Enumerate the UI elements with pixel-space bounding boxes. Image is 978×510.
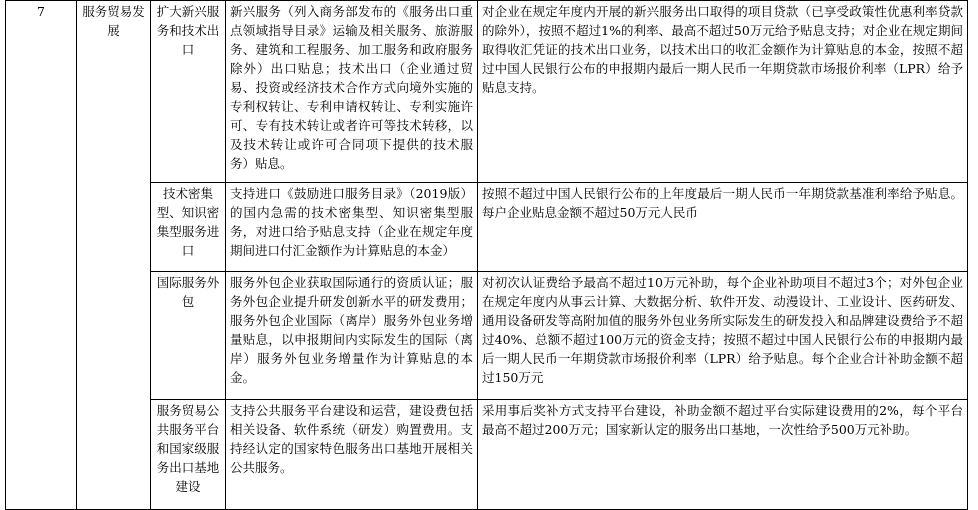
category-cell: 服务贸易发展 [77,1,151,510]
item-support: 按照不超过中国人民银行公布的上年度最后一期人民币一年期贷款基准利率给予贴息。每户企业贴息金额不超过50万元人民币 [478,183,968,272]
policy-table [5,0,968,510]
item-support: 采用事后奖补方式支持平台建设，补助金额不超过平台实际建设费用的2%，每个平台最高不超过200万元；国家新认定的服务出口基地，一次性给予500万元补助。 [478,400,968,510]
item-support: 对初次认证费给予最高不超过10万元补助，每个企业补助项目不超过3个；对外包企业在规定年度内从事云计算、大数据分析、软件开发、动漫设计、工业设计、医药研发、通用设备研发等高附加值的服务外包业务所实际发生的研发投入和品牌建设费给予不超过40%、总额不超过100万元的资金支持；按照不超过中国人民银行公布的申报期内最后一期人民币一年期贷款市场报价利率（LPR）给予贴息。每个企业合计补助金额不超过150万元 [478,272,968,400]
table-row [6,1,968,183]
item-name: 扩大新兴服务和技术出口 [151,1,226,183]
table-row [6,183,968,272]
item-name: 国际服务外包 [151,272,226,400]
item-support: 对企业在规定年度内开展的新兴服务出口取得的项目贷款（已享受政策性优惠利率贷款的除外），按照不超过1%的利率、最高不超过50万元给予贴息支持；对企业在规定期间取得收汇凭证的技术出口业务，以技术出口的收汇金额作为计算贴息的本金，按照不超过中国人民银行公布的申报期内最后一期人民币一年期贷款市场报价利率（LPR）给予贴息支持。 [478,1,968,183]
item-description: 服务外包企业获取国际通行的资质认证；服务外包企业提升研发创新水平的研发费用；服务外包企业国际（离岸）服务外包业务增量贴息，以申报期间内实际发生的国际（离岸）服务外包业务增量作为计算贴息的本金。 [226,272,478,400]
item-name: 服务贸易公共服务平台和国家级服务出口基地建设 [151,400,226,510]
row-number: 7 [6,1,77,510]
item-description: 支持进口《鼓励进口服务目录》（2019版）的国内急需的技术密集型、知识密集型服务，对进口给予贴息支持（企业在规定年度期间进口付汇金额作为计算贴息的本金） [226,183,478,272]
item-description: 支持公共服务平台建设和运营，建设费包括相关设备、软件系统（研发）购置费用。支持经认定的国家特色服务出口基地开展相关公共服务。 [226,400,478,510]
table-row [6,272,968,400]
table-row [6,400,968,510]
item-name: 技术密集型、知识密集型服务进口 [151,183,226,272]
item-description: 新兴服务（列入商务部发布的《服务出口重点领域指导目录》运输及相关服务、旅游服务、建筑和工程服务、加工服务和政府服务除外）出口贴息；技术出口（企业通过贸易、投资或经济技术合作方式向境外实施的专利权转让、专利申请权转让、专利实施许可、专有技术转让或者许可等技术转移，以及技术转让或许可合同项下提供的技术服务）贴息。 [226,1,478,183]
